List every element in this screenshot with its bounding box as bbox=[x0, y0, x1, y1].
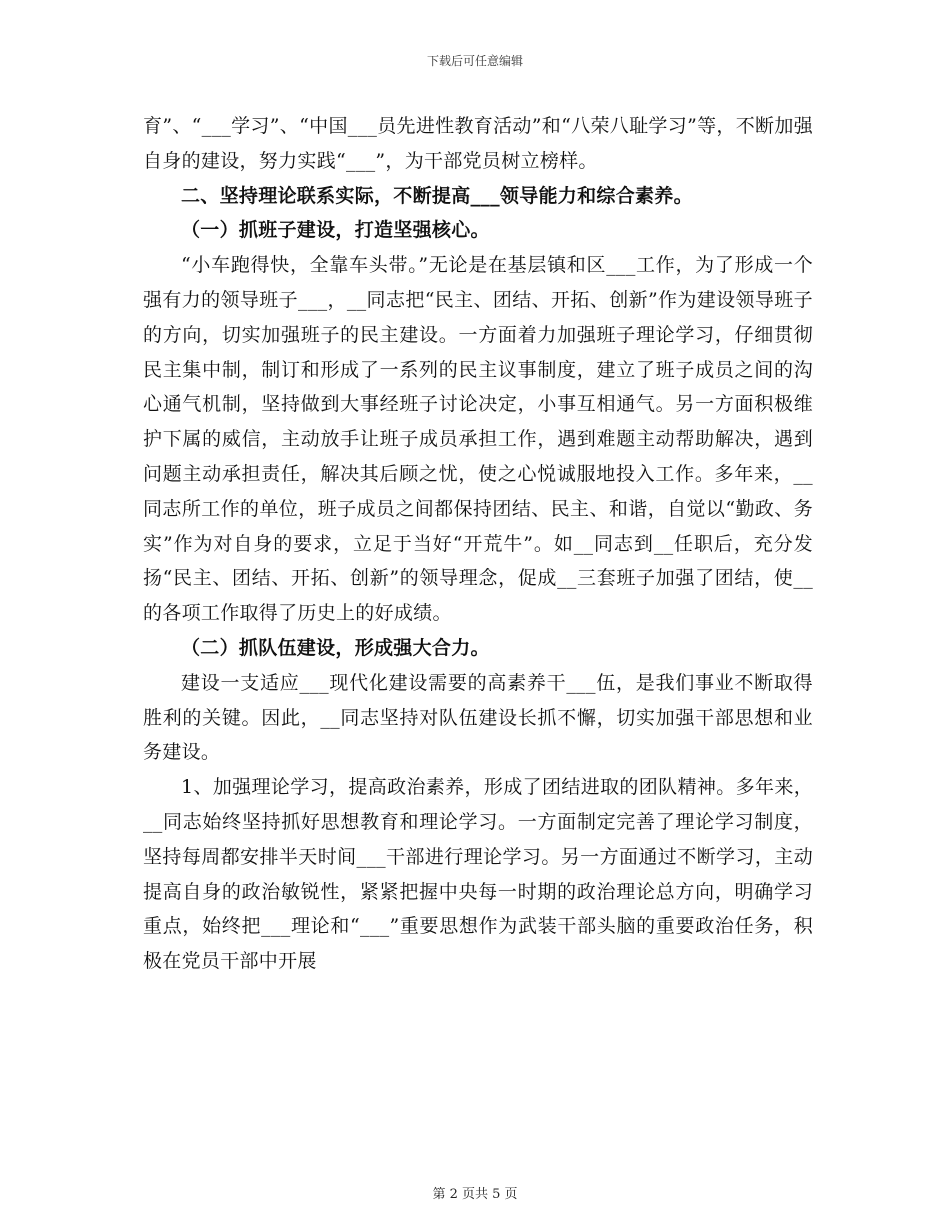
subsection-heading: （一）抓班子建设，打造坚强核心。 bbox=[181, 219, 490, 242]
document-body bbox=[143, 109, 813, 979]
paragraph: 建设一支适应___现代化建设需要的高素养干___伍，是我们事业不断取得胜利的关键。因此，__同志坚持对队伍建设长抓不懈，切实加强干部思想和业务建设。 bbox=[143, 671, 813, 764]
subsection-heading: （二）抓队伍建设，形成强大合力。 bbox=[181, 636, 490, 659]
page-header: 下载后可任意编辑 bbox=[426, 54, 523, 68]
page-footer: 第 2 页共 5 页 bbox=[432, 1187, 518, 1202]
paragraph-continuation: 育”、“___学习”、“中国___员先进性教育活动”和“八荣八耻学习”等，不断加强自身的建设，努力实践“___”，为干部党员树立榜样。 bbox=[143, 115, 813, 172]
section-heading: 二、坚持理论联系实际，不断提高___领导能力和综合素养。 bbox=[181, 184, 693, 207]
paragraph: “小车跑得快，全靠车头带。”无论是在基层镇和区___工作，为了形成一个强有力的领导班子___，__同志把“民主、团结、开拓、创新”作为建设领导班子的方向，切实加强班子的民主建设。一方面着力加强班子理论学习，仔细贯彻民主集中制，制订和形成了一系列的民主议事制度，建立了班子成员之间的沟心通气机制，坚持做到大事经班子讨论决定，小事互相通气。另一方面积极维护下属的威信，主动放手让班子成员承担工作，遇到难题主动帮助解决，遇到问题主动承担责任，解决其后顾之忧，使之心悦诚服地投入工作。多年来，__同志所工作的单位，班子成员之间都保持团结、民主、和谐，自觉以“勤政、务实”作为对自身的要求，立足于当好“开荒牛”。如__同志到__任职后，充分发扬“民主、团结、开拓、创新”的领导理念，促成__三套班子加强了团结，使__的各项工作取得了历史上的好成绩。 bbox=[143, 254, 813, 625]
paragraph: 1、加强理论学习，提高政治素养，形成了团结进取的团队精神。多年来，__同志始终坚持抓好思想教育和理论学习。一方面制定完善了理论学习制度，坚持每周都安排半天时间___干部进行理论学习。另一方面通过不断学习，主动提高自身的政治敏锐性，紧紧把握中央每一时期的政治理论总方向，明确学习重点，始终把___理论和“___”重要思想作为武装干部头脑的重要政治任务，积极在党员干部中开展 bbox=[143, 776, 813, 973]
